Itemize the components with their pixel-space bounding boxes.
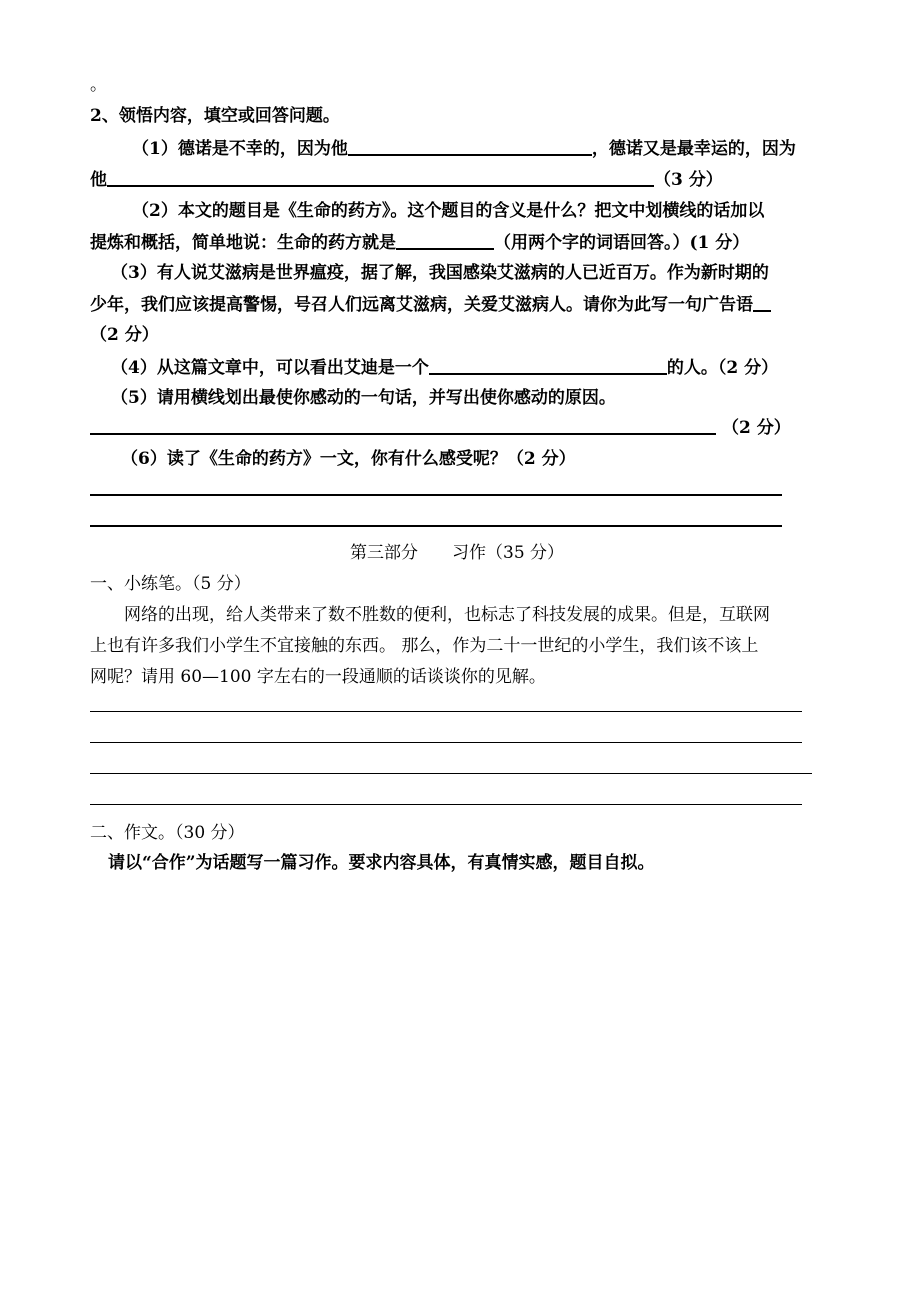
q2-3-blank[interactable] [753, 293, 771, 312]
q2-1-blank-2[interactable] [107, 168, 654, 187]
q2-3-line1: （3）有人说艾滋病是世界瘟疫，据了解，我国感染艾滋病的人已近百万。作为新时期的 [111, 263, 769, 283]
lead-mark: 。 [90, 75, 107, 95]
q2-5-answer-line[interactable] [90, 433, 716, 435]
q2-5-score: （2 分） [722, 418, 791, 438]
q2-3-text: 少年，我们应该提高警惕，号召人们远离艾滋病，关爱艾滋病人。请你为此写一句广告语 [90, 295, 753, 315]
q2-1-text-b: ，德诺又是最幸运的，因为 [591, 139, 796, 159]
q2-1-text-c: 他 [90, 170, 107, 190]
q2-4-blank[interactable] [429, 356, 667, 375]
sec1-para-line1: 网络的出现，给人类带来了数不胜数的便利，也标志了科技发展的成果。但是，互联网 [124, 605, 770, 625]
sec1-para-line3: 网呢？请用 60—100 字左右的一段通顺的话谈谈你的见解。 [90, 667, 546, 687]
sec1-para-line2: 上也有许多我们小学生不宜接触的东西。 那么，作为二十一世纪的小学生，我们该不该上 [90, 636, 759, 656]
q2-2-line2 [90, 231, 749, 254]
q2-2-text-b: （用两个字的词语回答。）(1 分） [494, 233, 750, 253]
sec2-heading: 二、作文。（30 分） [90, 823, 245, 843]
q2-4-line [111, 356, 778, 379]
q2-4-text-b: 的人。（2 分） [666, 358, 779, 378]
sec1-answer-line-4[interactable] [90, 804, 802, 805]
q2-1-score: （3 分） [654, 170, 723, 190]
sec2-prompt: 请以“合作”为话题写一篇习作。要求内容具体，有真情实感，题目自拟。 [108, 853, 655, 873]
q2-3-score: （2 分） [90, 325, 159, 345]
q2-4-text-a: （4）从这篇文章中，可以看出艾迪是一个 [111, 358, 429, 378]
sec1-heading: 一、小练笔。（5 分） [90, 574, 251, 594]
q2-2-text-a: 提炼和概括，简单地说：生命的药方就是 [90, 233, 396, 253]
part3-title: 第三部分 习作（35 分） [350, 543, 565, 563]
q2-1-line2 [90, 168, 723, 191]
q2-3-line2 [90, 293, 771, 316]
q2-heading: 2、领悟内容，填空或回答问题。 [90, 106, 340, 126]
q2-2-line1: （2）本文的题目是《生命的药方》。这个题目的含义是什么？把文中划横线的话加以 [132, 201, 765, 221]
q2-1-text-a: （1）德诺是不幸的，因为他 [132, 139, 348, 159]
q2-6-answer-line-1[interactable] [90, 494, 782, 496]
q2-6-answer-line-2[interactable] [90, 525, 782, 527]
q2-2-blank[interactable] [396, 231, 494, 250]
q2-1-blank-1[interactable] [348, 137, 592, 156]
sec1-answer-line-2[interactable] [90, 742, 802, 743]
q2-5-line1: （5）请用横线划出最使你感动的一句话，并写出使你感动的原因。 [111, 388, 616, 408]
sec1-answer-line-1[interactable] [90, 711, 802, 712]
sec1-answer-line-3[interactable] [90, 773, 812, 774]
q2-6-line1: （6）读了《生命的药方》一文，你有什么感受呢？（2 分） [121, 449, 576, 469]
q2-1-line1 [132, 137, 796, 160]
